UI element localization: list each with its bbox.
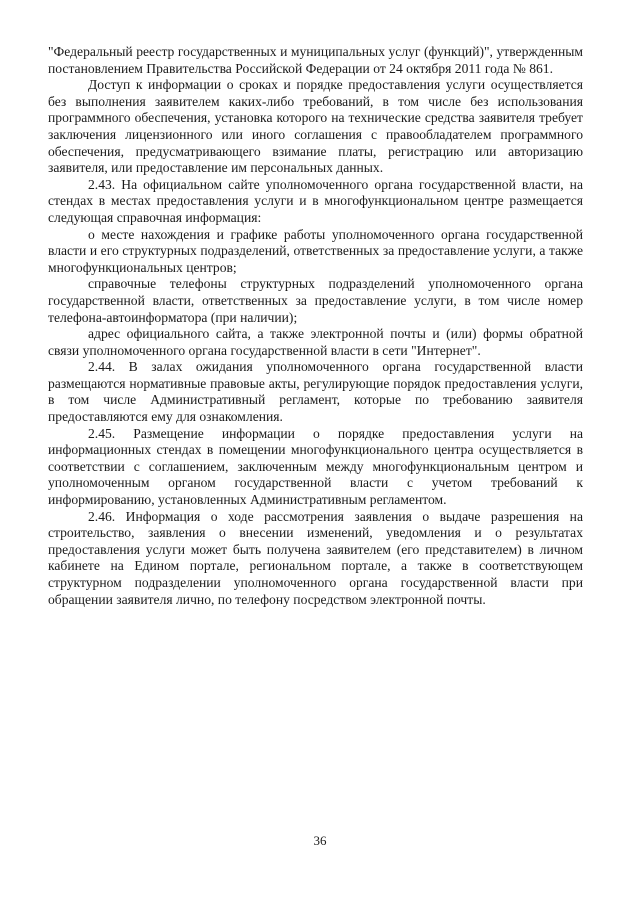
- paragraph-access-information: Доступ к информации о сроках и порядке предоставления услуги осуществляется без выполнения заявителем каких-либо требований, в том числе без использования программного обеспечения, установка которого на технические средства заявителя требует заключения лицензионного или иного соглашения с правообладателем программного обеспечения, предусматривающего взимание платы, регистрацию или авторизацию заявителя, или предоставление им персональных данных.: [48, 77, 583, 176]
- page-number: 36: [313, 833, 327, 848]
- paragraph-2-45: 2.45. Размещение информации о порядке предоставления услуги на информационных стендах в помещении многофункционального центра осуществляется в соответствии с соглашением, заключенным между многофункциональным центром и уполномоченным органом государственной власти с учетом требований к информированию, установленных Административным регламентом.: [48, 425, 583, 508]
- paragraph-location-schedule: о месте нахождения и графике работы уполномоченного органа государственной власти и его структурных подразделений, ответственных за предоставление услуги, а также многофункциональных центров;: [48, 226, 583, 275]
- paragraph-2-44: 2.44. В залах ожидания уполномоченного органа государственной власти размещаются нормативные правовые акты, регулирующие порядок предоставления услуги, в том числе Административный регламент, которые по требованию заявителя предоставляются ему для ознакомления.: [48, 359, 583, 425]
- document-body: [48, 44, 583, 608]
- paragraph-phone-numbers: справочные телефоны структурных подразделений уполномоченного органа государственной власти, ответственных за предоставление услуги, в том числе номер телефона-автоинформатора (при наличии);: [48, 276, 583, 325]
- paragraph-2-43: 2.43. На официальном сайте уполномоченного органа государственной власти, на стендах в местах предоставления услуги и в многофункциональном центре размещается следующая справочная информация:: [48, 176, 583, 225]
- paragraph-registry-reference: "Федеральный реестр государственных и муниципальных услуг (функций)", утвержденным постановлением Правительства Российской Федерации от 24 октября 2011 года № 861.: [48, 44, 583, 76]
- paragraph-2-46: 2.46. Информация о ходе рассмотрения заявления о выдаче разрешения на строительство, заявления о внесении изменений, уведомления и о результатах предоставления услуги может быть получена заявителем (его представителем) в личном кабинете на Едином портале, региональном портале, а также в соответствующем структурном подразделении уполномоченного органа государственной власти при обращении заявителя лично, по телефону посредством электронной почты.: [48, 508, 583, 607]
- paragraph-website-address: адрес официального сайта, а также электронной почты и (или) формы обратной связи уполномоченного органа государственной власти в сети "Интернет".: [48, 326, 583, 358]
